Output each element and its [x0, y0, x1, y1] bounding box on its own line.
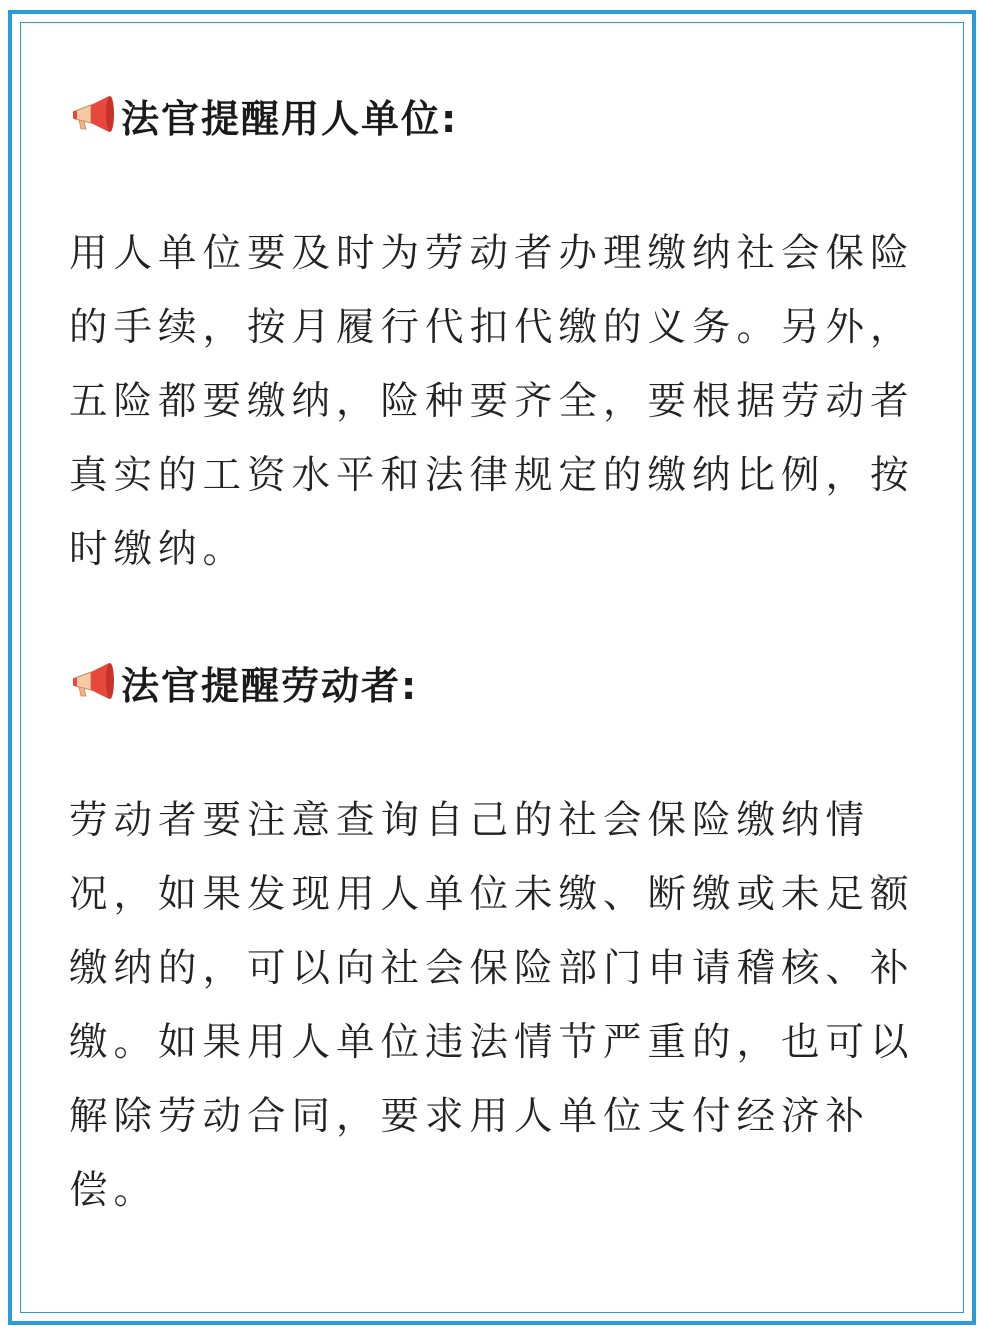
megaphone-icon	[69, 660, 117, 704]
megaphone-icon	[69, 93, 117, 137]
inner-border	[20, 22, 964, 1313]
section-paragraph: 劳动者要注意查询自己的社会保险缴纳情况，如果发现用人单位未缴、断缴或未足额缴纳的，可以向社会保险部门申请稽核、补缴。如果用人单位违法情节严重的，也可以解除劳动合同，要求用人单位支付经济补偿。	[69, 798, 915, 1213]
section-heading	[69, 85, 929, 145]
section-employer	[69, 85, 929, 587]
section-heading-text: 法官提醒劳动者:	[121, 663, 419, 708]
outer-border	[8, 10, 976, 1325]
section-worker	[69, 652, 929, 1228]
section-heading	[69, 652, 929, 712]
section-heading-text: 法官提醒用人单位:	[121, 96, 459, 141]
section-paragraph: 用人单位要及时为劳动者办理缴纳社会保险的手续，按月履行代扣代缴的义务。另外，五险都要缴纳，险种要齐全，要根据劳动者真实的工资水平和法律规定的缴纳比例，按时缴纳。	[69, 231, 915, 572]
